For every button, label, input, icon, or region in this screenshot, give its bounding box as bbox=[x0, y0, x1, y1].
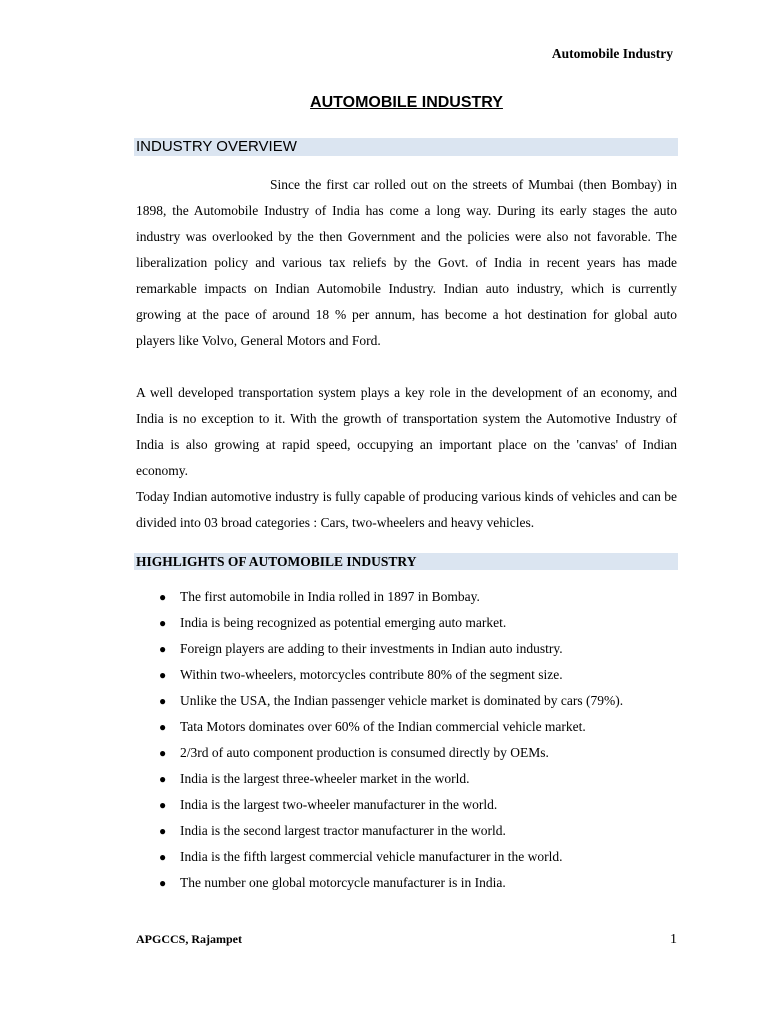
list-item bbox=[159, 792, 680, 818]
footer-institution: APGCCS, Rajampet bbox=[136, 932, 242, 946]
list-item-text: India is being recognized as potential emerging auto market. bbox=[180, 615, 507, 630]
list-item bbox=[159, 662, 680, 688]
section-heading-overview: INDUSTRY OVERVIEW bbox=[134, 138, 678, 156]
list-item bbox=[159, 688, 680, 714]
bullet-icon: ● bbox=[159, 642, 167, 656]
bullet-icon: ● bbox=[159, 772, 167, 786]
list-item-text: India is the fifth largest commercial vehicle manufacturer in the world. bbox=[180, 849, 563, 864]
list-item-text: Unlike the USA, the Indian passenger vehicle market is dominated by cars (79%). bbox=[180, 693, 624, 708]
section-heading-highlights: HIGHLIGHTS OF AUTOMOBILE INDUSTRY bbox=[134, 553, 678, 570]
list-item-text: Tata Motors dominates over 60% of the Indian commercial vehicle market. bbox=[180, 719, 586, 734]
list-item-text: India is the largest two-wheeler manufacturer in the world. bbox=[180, 797, 498, 812]
list-item-text: The first automobile in India rolled in 1897 in Bombay. bbox=[180, 589, 480, 604]
highlights-list bbox=[159, 584, 680, 896]
overview-paragraph-3: Today Indian automotive industry is fully capable of producing various kinds of vehicles and can be divided into 03 broad categories : Cars, two-wheelers and heavy vehicles. bbox=[136, 489, 677, 530]
list-item-text: India is the largest three-wheeler market in the world. bbox=[180, 771, 470, 786]
document-title: AUTOMOBILE INDUSTRY bbox=[310, 94, 503, 111]
list-item bbox=[159, 636, 680, 662]
list-item bbox=[159, 844, 680, 870]
bullet-icon: ● bbox=[159, 746, 167, 760]
list-item bbox=[159, 818, 680, 844]
list-item-text: Within two-wheelers, motorcycles contribute 80% of the segment size. bbox=[180, 667, 563, 682]
running-header: Automobile Industry bbox=[551, 46, 673, 61]
bullet-icon: ● bbox=[159, 616, 167, 630]
list-item-text: 2/3rd of auto component production is consumed directly by OEMs. bbox=[180, 745, 549, 760]
bullet-icon: ● bbox=[159, 876, 167, 890]
list-item bbox=[159, 584, 680, 610]
bullet-icon: ● bbox=[159, 850, 167, 864]
bullet-icon: ● bbox=[159, 720, 167, 734]
bullet-icon: ● bbox=[159, 798, 167, 812]
page-number: 1 bbox=[670, 932, 677, 947]
list-item bbox=[159, 740, 680, 766]
list-item bbox=[159, 610, 680, 636]
bullet-icon: ● bbox=[159, 694, 167, 708]
overview-paragraph-2: A well developed transportation system plays a key role in the development of an economy, and India is no exception to it. With the growth of transportation system the Automotive Industry of India is also growing at rapid speed, occupying an important place on the 'canvas' of Indian economy. bbox=[136, 385, 677, 478]
list-item-text: Foreign players are adding to their investments in Indian auto industry. bbox=[180, 641, 563, 656]
bullet-icon: ● bbox=[159, 668, 167, 682]
list-item bbox=[159, 714, 680, 740]
list-item bbox=[159, 766, 680, 792]
list-item-text: India is the second largest tractor manufacturer in the world. bbox=[180, 823, 506, 838]
list-item-text: The number one global motorcycle manufacturer is in India. bbox=[180, 875, 506, 890]
list-item bbox=[159, 870, 680, 896]
overview-paragraph-1: Since the first car rolled out on the streets of Mumbai (then Bombay) in 1898, the Automobile Industry of India has come a long way. During its early stages the auto industry was overlooked by the then Government and the policies were also not favorable. The liberalization policy and various tax reliefs by the Govt. of India in recent years has made remarkable impacts on Indian Automobile Industry. Indian auto industry, which is currently growing at the pace of around 18 % per annum, has become a hot destination for global auto players like Volvo, General Motors and Ford. bbox=[136, 177, 677, 348]
bullet-icon: ● bbox=[159, 590, 167, 604]
bullet-icon: ● bbox=[159, 824, 167, 838]
